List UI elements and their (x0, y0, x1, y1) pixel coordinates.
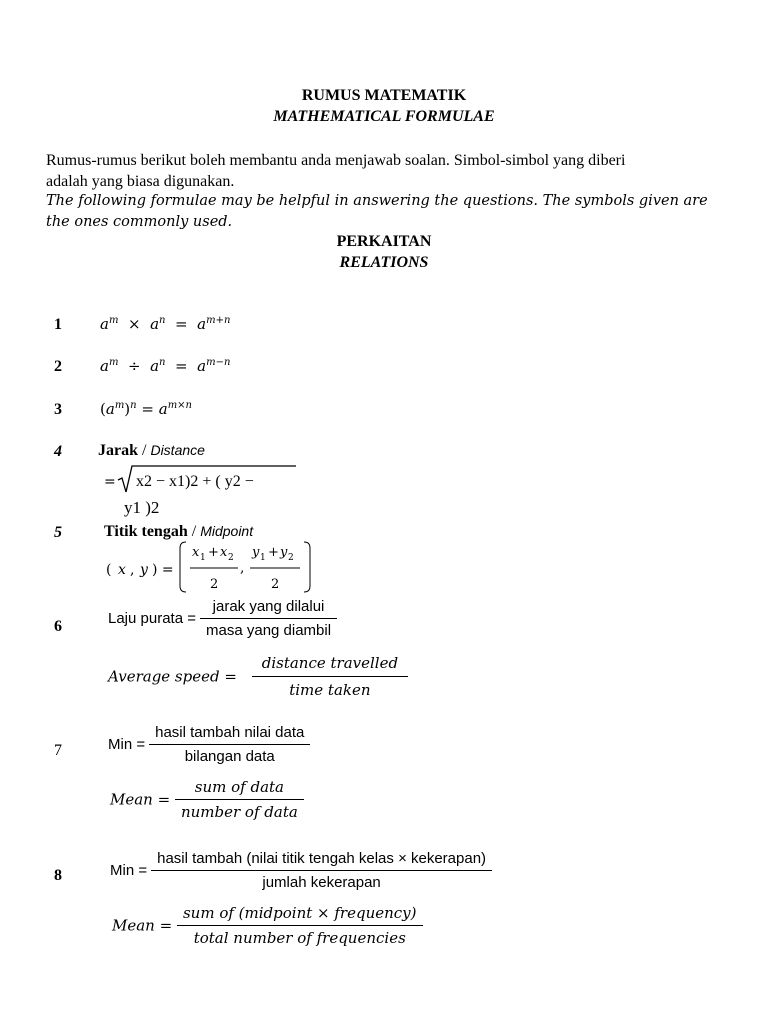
mean-grouped-english-label: Mean = (112, 916, 173, 935)
fraction-numerator: jarak yang dilalui (212, 598, 325, 615)
mean-grouped-malay (110, 850, 492, 891)
formula-power-of-power: $(a^m)^n = a^{m\times n}$ (100, 400, 192, 418)
fraction-denominator: time taken (252, 676, 408, 699)
svg-text:x: x (118, 562, 126, 578)
midpoint-label-english: Midpoint (200, 523, 254, 539)
fraction-denominator: number of data (175, 799, 304, 821)
intro-malay-line1: Rumus-rumus berikut boleh membantu anda menjawab soalan. Simbol-simbol yang diberi (46, 152, 626, 169)
svg-text:2: 2 (288, 553, 294, 563)
formula-number: 3 (54, 401, 62, 418)
title-malay: RUMUS MATEMATIK (301, 87, 467, 104)
formula-number: 7 (54, 742, 62, 759)
svg-text:2: 2 (210, 577, 219, 592)
svg-text:,: , (130, 562, 135, 578)
formula-number: 6 (54, 618, 62, 635)
intro-english-line1: The following formulae may be helpful in answering the questions. The symbols given are (46, 193, 708, 209)
svg-text:=: = (104, 474, 116, 490)
distance-label-malay: Jarak (98, 442, 138, 459)
mean-grouped-malay-label: Min = (110, 862, 148, 879)
formula-exponent-product: $a^m \times a^n = a^{m+n}$ (100, 315, 231, 333)
distance-label (98, 442, 205, 460)
svg-text:(: ( (106, 562, 112, 578)
svg-text:+: + (208, 545, 219, 560)
formula-number: 2 (54, 358, 62, 375)
midpoint-formula-graphic (106, 538, 326, 598)
intro-english (46, 191, 708, 233)
square-root-sign (104, 464, 304, 494)
svg-text:x: x (192, 545, 200, 560)
svg-text:1: 1 (200, 553, 206, 563)
svg-text:2: 2 (271, 577, 280, 592)
distance-formula-continued: y1 )2 (124, 498, 160, 517)
fraction-numerator: hasil tambah nilai data (155, 724, 305, 741)
svg-text:y: y (252, 545, 260, 560)
mean-grouped-english-fraction (177, 904, 423, 947)
svg-text:,: , (240, 560, 245, 576)
fraction-numerator: sum of data (194, 778, 284, 796)
mean-malay (108, 724, 310, 765)
fraction-denominator: masa yang diambil (200, 618, 337, 639)
svg-text:) =: ) = (152, 562, 174, 578)
intro-english-line2: the ones commonly used. (46, 214, 233, 230)
mean-grouped-english (112, 904, 423, 947)
fraction-denominator: bilangan data (149, 744, 310, 765)
section-heading-english: RELATIONS (339, 254, 429, 271)
svg-text:2: 2 (228, 553, 234, 563)
average-speed-malay (108, 598, 337, 639)
formula-number: 1 (54, 316, 62, 333)
distance-formula (104, 464, 304, 524)
midpoint-label-malay: Titik tengah (104, 523, 188, 540)
formula-number: 5 (54, 524, 62, 541)
svg-text:x: x (220, 545, 228, 560)
svg-text:+: + (268, 545, 279, 560)
svg-text:1: 1 (260, 553, 266, 563)
mean-malay-fraction (149, 724, 310, 765)
mean-english (110, 778, 304, 821)
midpoint-formula (106, 538, 326, 598)
mean-malay-label: Min = (108, 736, 146, 753)
mean-english-fraction (175, 778, 304, 821)
fraction-numerator: sum of (midpoint × frequency) (182, 904, 417, 922)
fraction-numerator: hasil tambah (nilai titik tengah kelas × kekerapan) (157, 850, 487, 867)
mean-english-label: Mean = (110, 790, 171, 809)
average-speed-english-label: Average speed = (108, 667, 237, 686)
svg-text:y: y (140, 562, 148, 578)
distance-label-english: Distance (150, 442, 205, 458)
intro-malay-line2: adalah yang biasa digunakan. (46, 173, 235, 190)
average-speed-english (108, 654, 408, 699)
fraction-denominator: total number of frequencies (177, 925, 423, 947)
fraction-numerator: distance travelled (261, 654, 399, 672)
formula-number: 8 (54, 867, 62, 884)
fraction-denominator: jumlah kekerapan (151, 870, 492, 891)
label-separator: / (187, 523, 201, 540)
average-speed-malay-fraction (200, 598, 337, 639)
title-english: MATHEMATICAL FORMULAE (273, 108, 495, 125)
formula-exponent-quotient: $a^m \div a^n = a^{m-n}$ (100, 357, 231, 375)
formula-number: 4 (54, 443, 62, 460)
average-speed-malay-label: Laju purata = (108, 610, 196, 627)
svg-text:y: y (280, 545, 288, 560)
svg-text:x2 − x1)2 + ( y2 −: x2 − x1)2 + ( y2 − (136, 473, 254, 490)
mean-grouped-malay-fraction (151, 850, 492, 891)
label-separator: / (138, 442, 151, 459)
intro-malay (46, 150, 625, 192)
section-heading-malay: PERKAITAN (336, 233, 432, 250)
average-speed-english-fraction (252, 654, 408, 699)
